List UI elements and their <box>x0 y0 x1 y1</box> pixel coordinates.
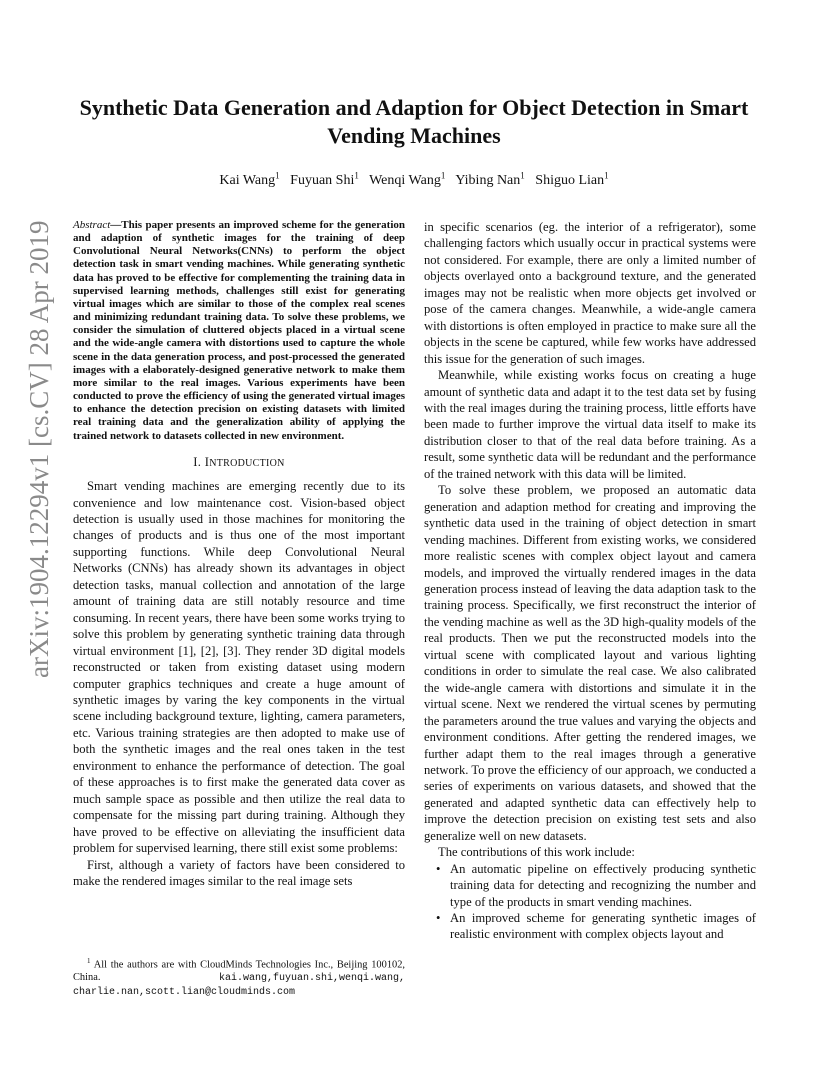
author: Yibing Nan$^1$ <box>455 170 525 188</box>
paragraph: To solve these problem, we proposed an automatic data generation and adaption method for creating and improving the synthetic data used in the training of object detection in smart vending machines. Different from existing works, we considered more realistic scenes with complex object layout and camera models, and improved the virtually rendered images in the data generation process instead of leaving the data adaption task to the training process. Specifically, we first reconstruct the interior of the vending machine as well as the 3D high-quality models of the real products. Then we put the reconstructed models into the virtual scene with complicated layout and various lighting conditions in order to simulate the real case. We also calibrated the wide-angle camera with distortions and simulate it in the virtual scene. Next we rendered the virtual scenes by permuting the parameters around the true values and varying the objects and environment conditions. After getting the rendered images, we further adapt them to the real images through a generative network. To prove the efficiency of our approach, we conducted a series of experiments on various datasets, and showed that the generated and adapted synthetic data can effectively help to improve the detection precision on existing test sets and also generalize well on new datasets. <box>424 483 756 843</box>
arxiv-stamp: arXiv:1904.12294v1 [cs.CV] 28 Apr 2019 <box>24 220 54 678</box>
abstract-text: This paper presents an improved scheme for the generation and adaption of synthetic images for the training of deep Convolutional Neural Networks(CNNs) to perform the object detection task in smart vending machines. While generating synthetic data has proved to be effective for complementing the training data in supervised learning methods, challenges still exist for generating virtual images which are similar to those of the complex real scenes and minimizing redundant training data. To solve these problems, we consider the simulation of cluttered objects placed in a virtual scene and the wide-angle camera with distortions used to capture the whole scene in the data generation process, and post-processed the generated images with a elaborately-designed generative network to make them more similar to the real images. Various experiments have been conducted to prove the efficiency of using the generated virtual images to enhance the detection precision on existing datasets with limited real training data and the generalization ability of applying the trained network to datasets collected in new environment. <box>73 219 405 442</box>
author: Kai Wang$^1$ <box>219 170 280 188</box>
author-list <box>0 172 828 190</box>
footnote-mark: 1 <box>87 957 91 965</box>
contributions-list <box>424 861 756 943</box>
list-item: • An improved scheme for generating synthetic images of realistic environment with complex objects layout and <box>424 910 756 943</box>
paragraph: in specific scenarios (eg. the interior of a refrigerator), some challenging factors which usually occur in practical systems were not considered. For example, there are only a limited number of objects overlayed onto a background texture, and the generated images may not be realistic when more objects get involved or pose of the camera changes. Meanwhile, a wide-angle camera with distortions is often employed in practice to make sure all the objects in the scene be captured, while few works have addressed this issue for the generation of such images. <box>424 220 756 366</box>
paragraph: Smart vending machines are emerging recently due to its convenience and low maintenance cost. Vision-based object detection is usually used in those machines for monitoring the changes of products and is thus one of the most important supporting functions. While deep Convolutional Neural Networks (CNNs) has already shown its advantages in object detection tasks, manual collection and annotation of the large amount of training data are still notably resource and time consuming. In recent years, there have been some works trying to solve this problem by generating synthetic training data through virtual environment [1], [2], [3]. They render 3D digital models reconstructed or taken from existing dataset using modern computer graphics techniques and create a huge amount of synthetic images by varing the key components in the virtual scene including background texture, lighting, camera parameters, etc. Various training strategies are then adopted to make use of both the synthetic images and the real ones taken in the test environment to enhance the performance of detection. The goal of these approaches is to first make the generated data cover as much sample space as possible and then utilize the real data to compensate for the missing part during training. Although they have proved to be effective on alleviating the insufficient data problem for supervised learning, there still exist some problems: <box>73 479 405 856</box>
paragraph: Meanwhile, while existing works focus on creating a huge amount of synthetic data and adapt it to the test data set by fusing with the real images during the training process, little efforts have been made to further improve the virtual data itself to make its distribution closer to that of the real data before training. As a result, some synthetic data will be redundant and the performance of the trained network with this data will be limited. <box>424 368 756 481</box>
abstract-label: Abstract <box>73 219 111 231</box>
left-column <box>73 219 405 889</box>
paragraph: First, although a variety of factors have been considered to make the rendered images similar to the real image sets <box>73 857 405 888</box>
paragraph: The contributions of this work include: <box>438 845 635 860</box>
footnote <box>73 955 405 999</box>
paper-title: Synthetic Data Generation and Adaption for Object Detection in Smart Vending Machines <box>79 95 749 148</box>
footnote-text: All the authors are with CloudMinds Technologies Inc., Beijing 100102, China. <box>73 959 405 984</box>
arxiv-sidebar <box>18 220 54 678</box>
author: Shiguo Lian$^1$ <box>535 170 609 188</box>
author: Wenqi Wang$^1$ <box>369 170 446 188</box>
list-item: • An automatic pipeline on effectively producing synthetic training data for detecting and recognizing the number and type of the products in smart vending machines. <box>424 861 756 910</box>
right-column <box>424 219 756 943</box>
abstract: Abstract—This paper presents an improved scheme for the generation and adaption of synthetic images for the training of deep Convolutional Neural Networks(CNNs) to perform the object detection task in smart vending machines. While generating synthetic data has proved to be effective for complementing the training data in supervised learning methods, challenges still exist for generating virtual images which are similar to those of the complex real scenes and minimizing redundant training data. To solve these problems, we consider the simulation of cluttered objects placed in a virtual scene and the wide-angle camera with distortions used to capture the whole scene in the data generation process, and post-processed the generated images with a elaborately-designed generative network to make them more similar to the real images. Various experiments have been conducted to prove the efficiency of using the generated virtual images to enhance the detection precision on existing datasets with limited real training data and the generalization ability of applying the trained network to datasets collected in new environment. <box>73 219 405 442</box>
author: Fuyuan Shi$^1$ <box>290 170 359 188</box>
section-heading-introduction: I. INTRODUCTION <box>193 454 285 469</box>
footnote-emails[interactable]: kai.wang,fuyuan.shi,wenqi.wang, charlie.nan,scott.lian@cloudminds.com <box>73 973 405 999</box>
